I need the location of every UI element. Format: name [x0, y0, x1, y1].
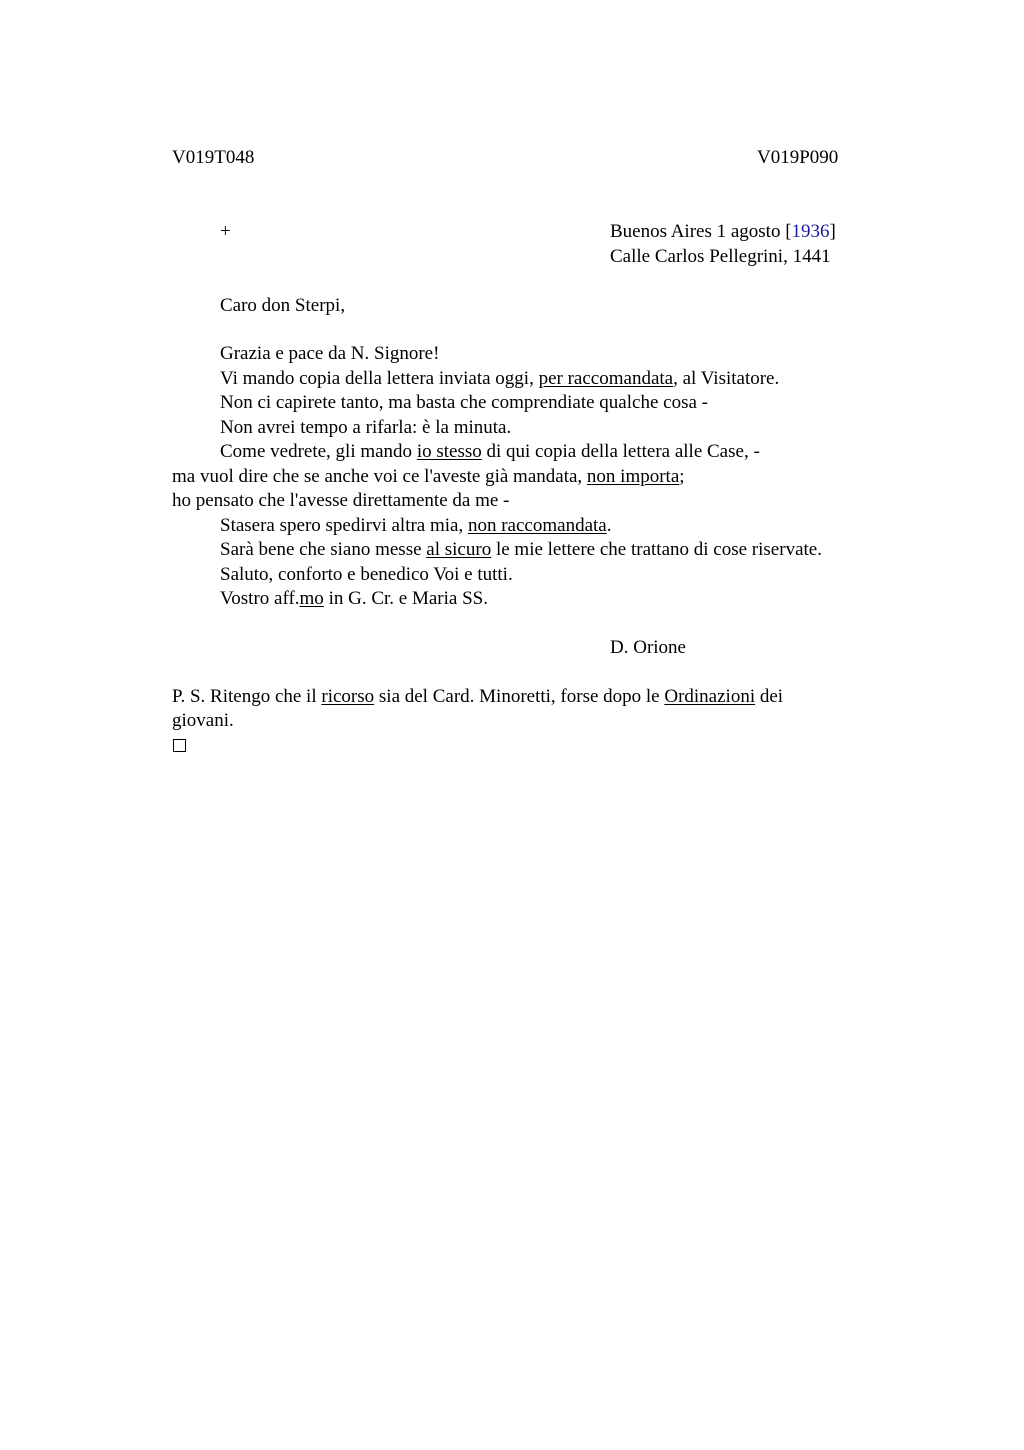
body-text: Vi mando copia della lettera inviata oggi, — [220, 368, 539, 389]
signature: D. Orione — [610, 637, 686, 658]
dateline-city-date: Buenos Aires 1 agosto [ — [610, 221, 792, 242]
empty-box-symbol — [173, 739, 186, 752]
body-line-8 — [220, 514, 611, 538]
cross-symbol: + — [220, 221, 231, 242]
body-text: , al Visitatore. — [673, 368, 780, 389]
underlined-text: mo — [299, 588, 324, 609]
underlined-text: per raccomandata — [538, 368, 674, 389]
body-text: . — [606, 515, 612, 536]
body-line-6 — [172, 465, 685, 489]
body-text: Sarà bene che siano messe — [220, 539, 427, 560]
body-text: Vostro aff. — [220, 588, 300, 609]
body-line-1: Grazia e pace da N. Signore! — [220, 343, 440, 364]
underlined-text: Ordinazioni — [664, 686, 756, 707]
greeting: Caro don Sterpi, — [220, 295, 346, 316]
body-line-10: Saluto, conforto e benedico Voi e tutti. — [220, 564, 513, 585]
body-text: in G. Cr. e Maria SS. — [323, 588, 488, 609]
dateline — [610, 220, 836, 244]
body-line-4: Non avrei tempo a rifarla: è la minuta. — [220, 417, 512, 438]
dateline-year: 1936 — [791, 221, 830, 242]
underlined-text: non raccomandata — [467, 515, 607, 536]
postscript-line-1 — [172, 685, 783, 709]
body-text: ; — [679, 466, 685, 487]
body-text: di qui copia della lettera alle Case, - — [481, 441, 760, 462]
underlined-text: io stesso — [416, 441, 482, 462]
body-text: le mie lettere che trattano di cose riservate. — [491, 539, 822, 560]
body-text: Come vedrete, gli mando — [220, 441, 417, 462]
body-text: P. S. Ritengo che il — [172, 686, 322, 707]
body-text: ma vuol dire che se anche voi ce l'aveste già mandata, — [172, 466, 587, 487]
body-line-7: ho pensato che l'avesse direttamente da me - — [172, 490, 510, 511]
body-text: sia del Card. Minoretti, forse dopo le — [374, 686, 665, 707]
document-code-right: V019P090 — [757, 147, 839, 168]
body-text: Stasera spero spedirvi altra mia, — [220, 515, 468, 536]
body-line-9 — [220, 538, 822, 562]
body-line-3: Non ci capirete tanto, ma basta che comprendiate qualche cosa - — [220, 392, 708, 413]
underlined-text: al sicuro — [426, 539, 492, 560]
underlined-text: non importa — [586, 466, 680, 487]
body-line-5 — [220, 440, 760, 464]
body-line-2 — [220, 367, 779, 391]
body-text: dei — [755, 686, 784, 707]
underlined-text: ricorso — [321, 686, 375, 707]
body-line-11 — [220, 587, 488, 611]
dateline-close: ] — [829, 221, 836, 242]
postscript-line-2: giovani. — [172, 710, 234, 731]
address-line: Calle Carlos Pellegrini, 1441 — [610, 246, 831, 267]
document-code-left: V019T048 — [172, 147, 255, 168]
